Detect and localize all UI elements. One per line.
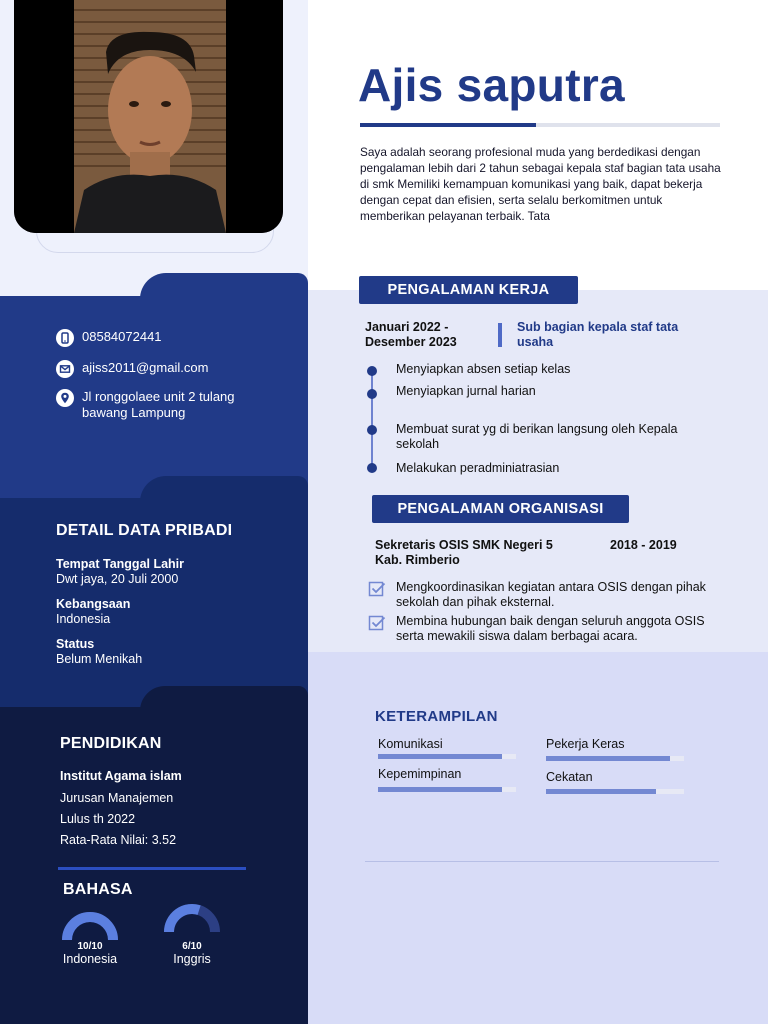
experience-role: Sub bagian kepala staf tata usaha (517, 320, 679, 349)
skill-bar-track (378, 754, 516, 759)
birth-value: Dwt jaya, 20 Juli 2000 (56, 572, 179, 586)
name-underline-accent (360, 123, 536, 127)
work-experience-title: PENGALAMAN KERJA (359, 276, 578, 304)
experience-separator (498, 323, 502, 347)
phone-icon (56, 329, 74, 347)
timeline-dot (367, 366, 377, 376)
status-label: Status (56, 637, 95, 651)
address-line-1: Jl ronggolaee unit 2 tulang (82, 389, 235, 404)
checkbox-icon (368, 614, 386, 632)
candidate-name: Ajis saputra (358, 59, 625, 111)
organization-item: Mengkoordinasikan kegiatan antara OSIS dengan pihak sekolah dan pihak eksternal. (396, 580, 706, 609)
timeline-dot (367, 389, 377, 399)
skill-bar-fill (546, 789, 656, 794)
phone-text: 08584072441 (82, 329, 162, 344)
education-section (0, 707, 308, 1024)
skill-bar-track (546, 789, 684, 794)
contact-phone (56, 329, 162, 347)
language-name-indonesia: Indonesia (62, 952, 118, 966)
email-icon (56, 360, 74, 378)
status-value: Belum Menikah (56, 652, 143, 666)
nationality-value: Indonesia (56, 612, 111, 626)
language-divider (58, 867, 246, 870)
skills-title: KETERAMPILAN (375, 708, 498, 725)
experience-task: Menyiapkan jurnal harian (396, 384, 536, 398)
birth-label: Tempat Tanggal Lahir (56, 557, 185, 571)
organization-role-line-1: Sekretaris OSIS SMK Negeri 5 (375, 538, 553, 552)
profile-summary: Saya adalah seorang profesional muda yang berdedikasi dengan pengalaman lebih dari 2 tahun sebagai kepala staf bagian tata usaha di smk Memiliki kemampuan komunikasi yang baik, dapat bekerja dengan cepat dan efisien, serta selalu berkomitmen untuk memberikan pelayanan terbaik. Tata (360, 145, 721, 223)
email-text: ajiss2011@gmail.com (82, 360, 209, 375)
gauge-fill (169, 909, 199, 932)
timeline-line (371, 371, 373, 468)
organization-item: Membina hubungan baik dengan seluruh anggota OSIS serta mewakili siswa dalam berbagai acara. (396, 614, 705, 643)
education-gpa: Rata-Rata Nilai: 3.52 (60, 833, 177, 847)
address-text (82, 389, 235, 421)
location-icon (56, 389, 74, 407)
skill-label: Pekerja Keras (546, 737, 625, 751)
nationality-label: Kebangsaan (56, 597, 131, 611)
skill-bar-track (378, 787, 516, 792)
experience-task: Membuat surat yg di berikan langsung oleh Kepala sekolah (396, 422, 678, 451)
timeline-dot (367, 463, 377, 473)
skill-bar-fill (378, 754, 502, 759)
education-school: Institut Agama islam (60, 769, 182, 783)
organization-role-line-2: Kab. Rimberio (375, 553, 460, 567)
bottom-divider (365, 861, 719, 862)
education-title: PENDIDIKAN (60, 735, 162, 752)
education-major: Jurusan Manajemen (60, 791, 174, 805)
organization-role (375, 538, 595, 568)
organization-years: 2018 - 2019 (610, 538, 677, 552)
skill-bar-track (546, 756, 684, 761)
language-title: BAHASA (63, 881, 133, 898)
experience-task: Melakukan peradminiatrasian (396, 461, 560, 475)
address-line-2: bawang Lampung (82, 405, 186, 420)
language-name-inggris: Inggris (173, 952, 211, 966)
personal-detail-title: DETAIL DATA PRIBADI (56, 522, 233, 539)
gauge-fill (67, 917, 113, 940)
skill-bar-fill (546, 756, 670, 761)
language-score-indonesia: 10/10 (77, 941, 103, 952)
skill-label: Kepemimpinan (378, 767, 462, 781)
education-graduated: Lulus th 2022 (60, 812, 136, 826)
language-score-inggris: 6/10 (182, 941, 202, 952)
checkbox-icon (368, 580, 386, 598)
skill-label: Komunikasi (378, 737, 443, 751)
experience-date-start: Januari 2022 - (365, 320, 449, 334)
profile-photo (14, 0, 283, 233)
experience-date-end: Desember 2023 (365, 335, 457, 349)
skill-label: Cekatan (546, 770, 593, 784)
timeline-dot (367, 425, 377, 435)
contact-email (56, 360, 208, 378)
skill-bar-fill (378, 787, 502, 792)
experience-date (365, 320, 485, 350)
experience-task: Menyiapkan absen setiap kelas (396, 362, 571, 376)
contact-address (56, 389, 235, 421)
organization-experience-title: PENGALAMAN ORGANISASI (372, 495, 629, 523)
